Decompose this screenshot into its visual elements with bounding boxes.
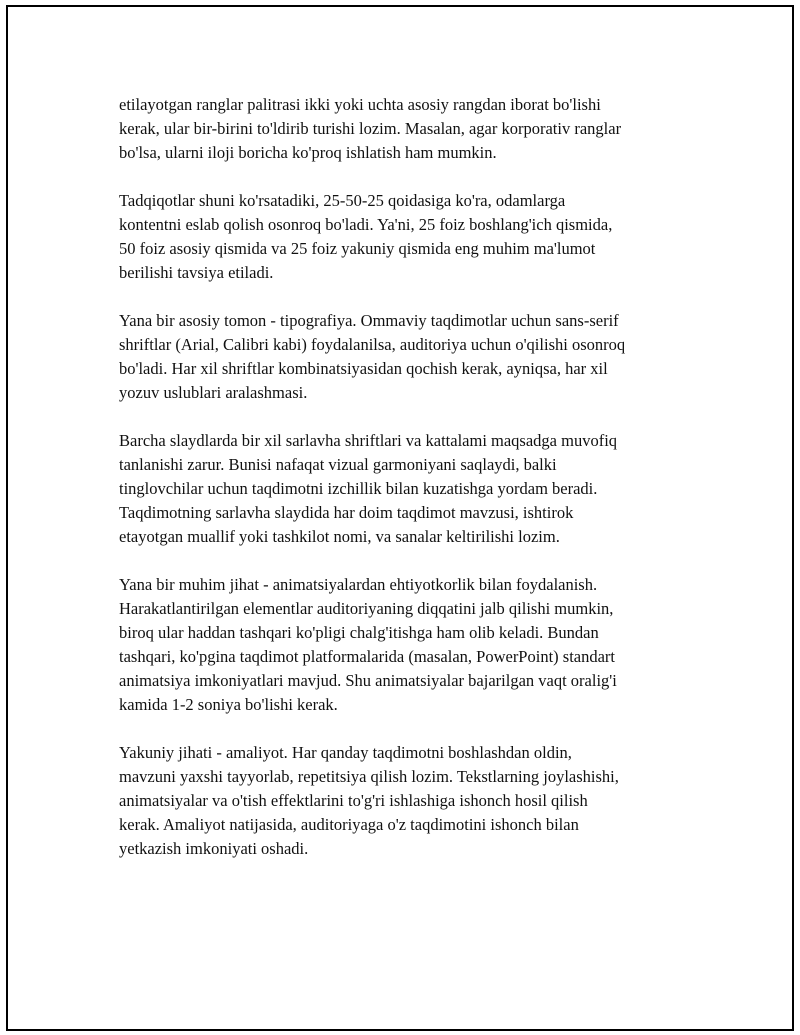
text-line: etayotgan muallif yoki tashkilot nomi, va sanalar keltirilishi lozim. (119, 527, 560, 546)
text-line: bo'lsa, ularni iloji boricha ko'proq ishlatish ham mumkin. (119, 143, 497, 162)
document-body (119, 93, 719, 885)
text-line: biroq ular haddan tashqari ko'pligi chalg'itishga ham olib keladi. Bundan (119, 623, 599, 642)
paragraph-3 (119, 309, 719, 405)
text-line: Yakuniy jihati - amaliyot. Har qanday taqdimotni boshlashdan oldin, (119, 743, 572, 762)
text-line: berilishi tavsiya etiladi. (119, 263, 274, 282)
text-line: Barcha slaydlarda bir xil sarlavha shriftlari va kattalami maqsadga muvofiq (119, 431, 618, 450)
text-line: yozuv uslublari aralashmasi. (119, 383, 308, 402)
text-line: Harakatlantirilgan elementlar auditoriyaning diqqatini jalb qilishi mumkin, (119, 599, 614, 618)
text-line: Tadqiqotlar shuni ko'rsatadiki, 25-50-25 qoidasiga ko'ra, odamlarga (119, 191, 566, 210)
text-line: 50 foiz asosiy qismida va 25 foiz yakuniy qismida eng muhim ma'lumot (119, 239, 596, 258)
text-line: Yana bir muhim jihat - animatsiyalardan ehtiyotkorlik bilan foydalanish. (119, 575, 598, 594)
text-line: Taqdimotning sarlavha slaydida har doim taqdimot mavzusi, ishtirok (119, 503, 574, 522)
text-line: animatsiyalar va o'tish effektlarini to'g'ri ishlashiga ishonch hosil qilish (119, 791, 588, 810)
text-line: mavzuni yaxshi tayyorlab, repetitsiya qilish lozim. Tekstlarning joylashishi, (119, 767, 619, 786)
paragraph-6 (119, 741, 719, 861)
paragraph-1 (119, 93, 719, 165)
text-line: etilayotgan ranglar palitrasi ikki yoki uchta asosiy rangdan iborat bo'lishi (119, 95, 601, 114)
text-line: shriftlar (Arial, Calibri kabi) foydalanilsa, auditoriya uchun o'qilishi osonroq (119, 335, 626, 354)
text-line: tinglovchilar uchun taqdimotni izchillik bilan kuzatishga yordam beradi. (119, 479, 598, 498)
text-line: kerak, ular bir-birini to'ldirib turishi lozim. Masalan, agar korporativ ranglar (119, 119, 622, 138)
text-line: yetkazish imkoniyati oshadi. (119, 839, 309, 858)
paragraph-2 (119, 189, 719, 285)
text-line: kerak. Amaliyot natijasida, auditoriyaga o'z taqdimotini ishonch bilan (119, 815, 579, 834)
document-page (6, 5, 794, 1031)
text-line: tashqari, ko'pgina taqdimot platformalarida (masalan, PowerPoint) standart (119, 647, 616, 666)
text-line: bo'ladi. Har xil shriftlar kombinatsiyasidan qochish kerak, ayniqsa, har xil (119, 359, 608, 378)
paragraph-4 (119, 429, 719, 549)
text-line: kontentni eslab qolish osonroq bo'ladi. Ya'ni, 25 foiz boshlang'ich qismida, (119, 215, 613, 234)
text-line: tanlanishi zarur. Bunisi nafaqat vizual garmoniyani saqlaydi, balki (119, 455, 557, 474)
paragraph-5 (119, 573, 719, 717)
text-line: animatsiya imkoniyatlari mavjud. Shu animatsiyalar bajarilgan vaqt oralig'i (119, 671, 617, 690)
text-line: kamida 1-2 soniya bo'lishi kerak. (119, 695, 338, 714)
text-line: Yana bir asosiy tomon - tipografiya. Ommaviy taqdimotlar uchun sans-serif (119, 311, 619, 330)
